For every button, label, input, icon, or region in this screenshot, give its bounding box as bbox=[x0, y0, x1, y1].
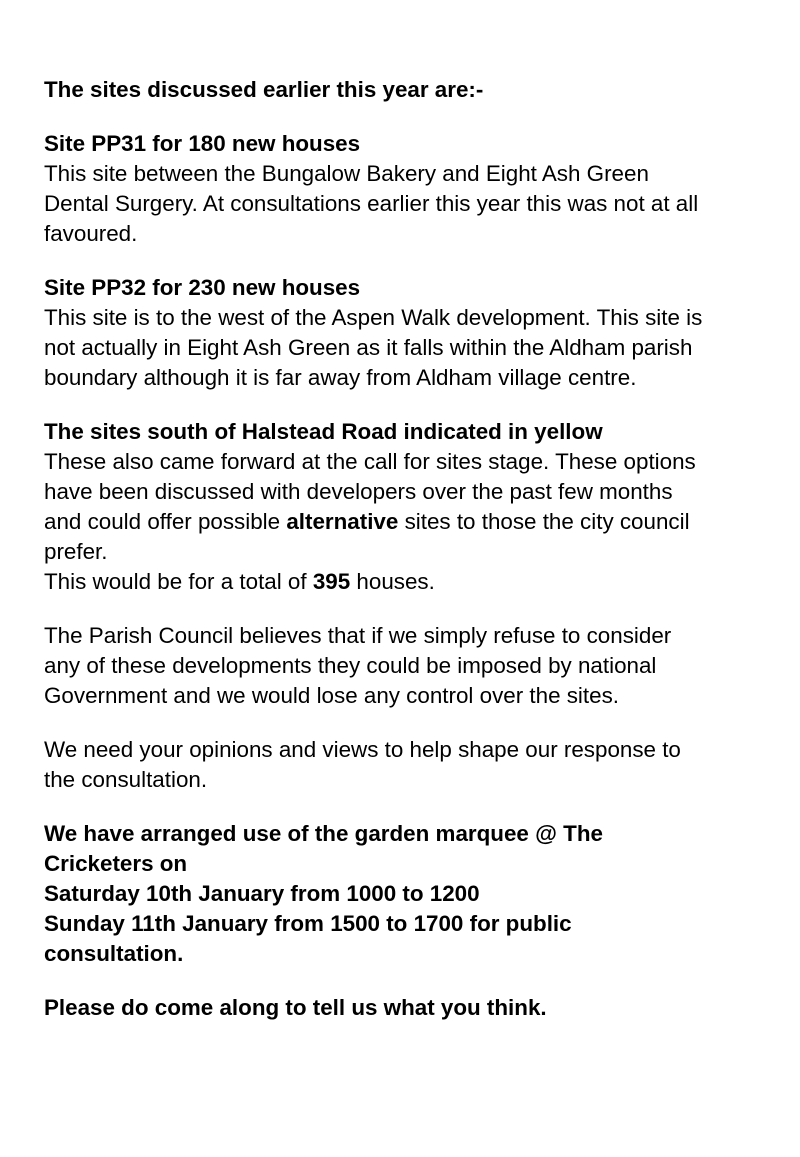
opinions-text-line: the consultation. bbox=[44, 767, 208, 792]
halstead-road-text-line: have been discussed with developers over the past few months bbox=[44, 479, 673, 504]
site-pp32-heading: Site PP32 for 230 new houses bbox=[44, 275, 361, 300]
total-text-before: This would be for a total of bbox=[44, 569, 313, 594]
site-pp32-text-line: This site is to the west of the Aspen Walk development. This site is bbox=[44, 305, 703, 330]
halstead-road-text-before: and could offer possible bbox=[44, 509, 287, 534]
site-pp32-text-line: not actually in Eight Ash Green as it falls within the Aldham parish bbox=[44, 335, 693, 360]
document-page bbox=[44, 75, 784, 1047]
total-houses-line bbox=[44, 567, 784, 597]
opinions-text-line: We need your opinions and views to help shape our response to bbox=[44, 737, 681, 762]
halstead-road-text-line: prefer. bbox=[44, 539, 108, 564]
site-pp31-text-line: Dental Surgery. At consultations earlier this year this was not at all bbox=[44, 191, 699, 216]
saturday-session-line: Saturday 10th January from 1000 to 1200 bbox=[44, 881, 480, 906]
halstead-road-text-after: sites to those the city council bbox=[398, 509, 690, 534]
arrangements-line: consultation. bbox=[44, 941, 184, 966]
arrangements-section bbox=[44, 819, 784, 969]
site-pp31-text-line: This site between the Bungalow Bakery and Eight Ash Green bbox=[44, 161, 649, 186]
halstead-road-text-line bbox=[44, 507, 784, 537]
halstead-road-heading: The sites south of Halstead Road indicated in yellow bbox=[44, 419, 603, 444]
opinions-paragraph bbox=[44, 735, 784, 795]
total-houses-number: 395 bbox=[312, 569, 351, 594]
parish-text-line: The Parish Council believes that if we simply refuse to consider bbox=[44, 623, 672, 648]
parish-text-line: Government and we would lose any control over the sites. bbox=[44, 683, 619, 708]
closing-section bbox=[44, 993, 784, 1023]
arrangements-line: We have arranged use of the garden marquee @ The bbox=[44, 821, 603, 846]
parish-council-paragraph bbox=[44, 621, 784, 711]
intro-heading: The sites discussed earlier this year are:- bbox=[44, 77, 484, 102]
site-pp31-section bbox=[44, 129, 784, 249]
arrangements-line: Cricketers on bbox=[44, 851, 188, 876]
site-pp32-section bbox=[44, 273, 784, 393]
total-text-after: houses. bbox=[350, 569, 435, 594]
closing-invitation: Please do come along to tell us what you think. bbox=[44, 995, 547, 1020]
sunday-session-line: Sunday 11th January from 1500 to 1700 for public bbox=[44, 911, 572, 936]
site-pp31-text-line: favoured. bbox=[44, 221, 138, 246]
alternative-emphasis: alternative bbox=[286, 509, 399, 534]
parish-text-line: any of these developments they could be imposed by national bbox=[44, 653, 657, 678]
halstead-road-text-line: These also came forward at the call for sites stage. These options bbox=[44, 449, 696, 474]
site-pp31-heading: Site PP31 for 180 new houses bbox=[44, 131, 361, 156]
intro-section bbox=[44, 75, 784, 105]
halstead-road-section bbox=[44, 417, 784, 597]
site-pp32-text-line: boundary although it is far away from Aldham village centre. bbox=[44, 365, 637, 390]
